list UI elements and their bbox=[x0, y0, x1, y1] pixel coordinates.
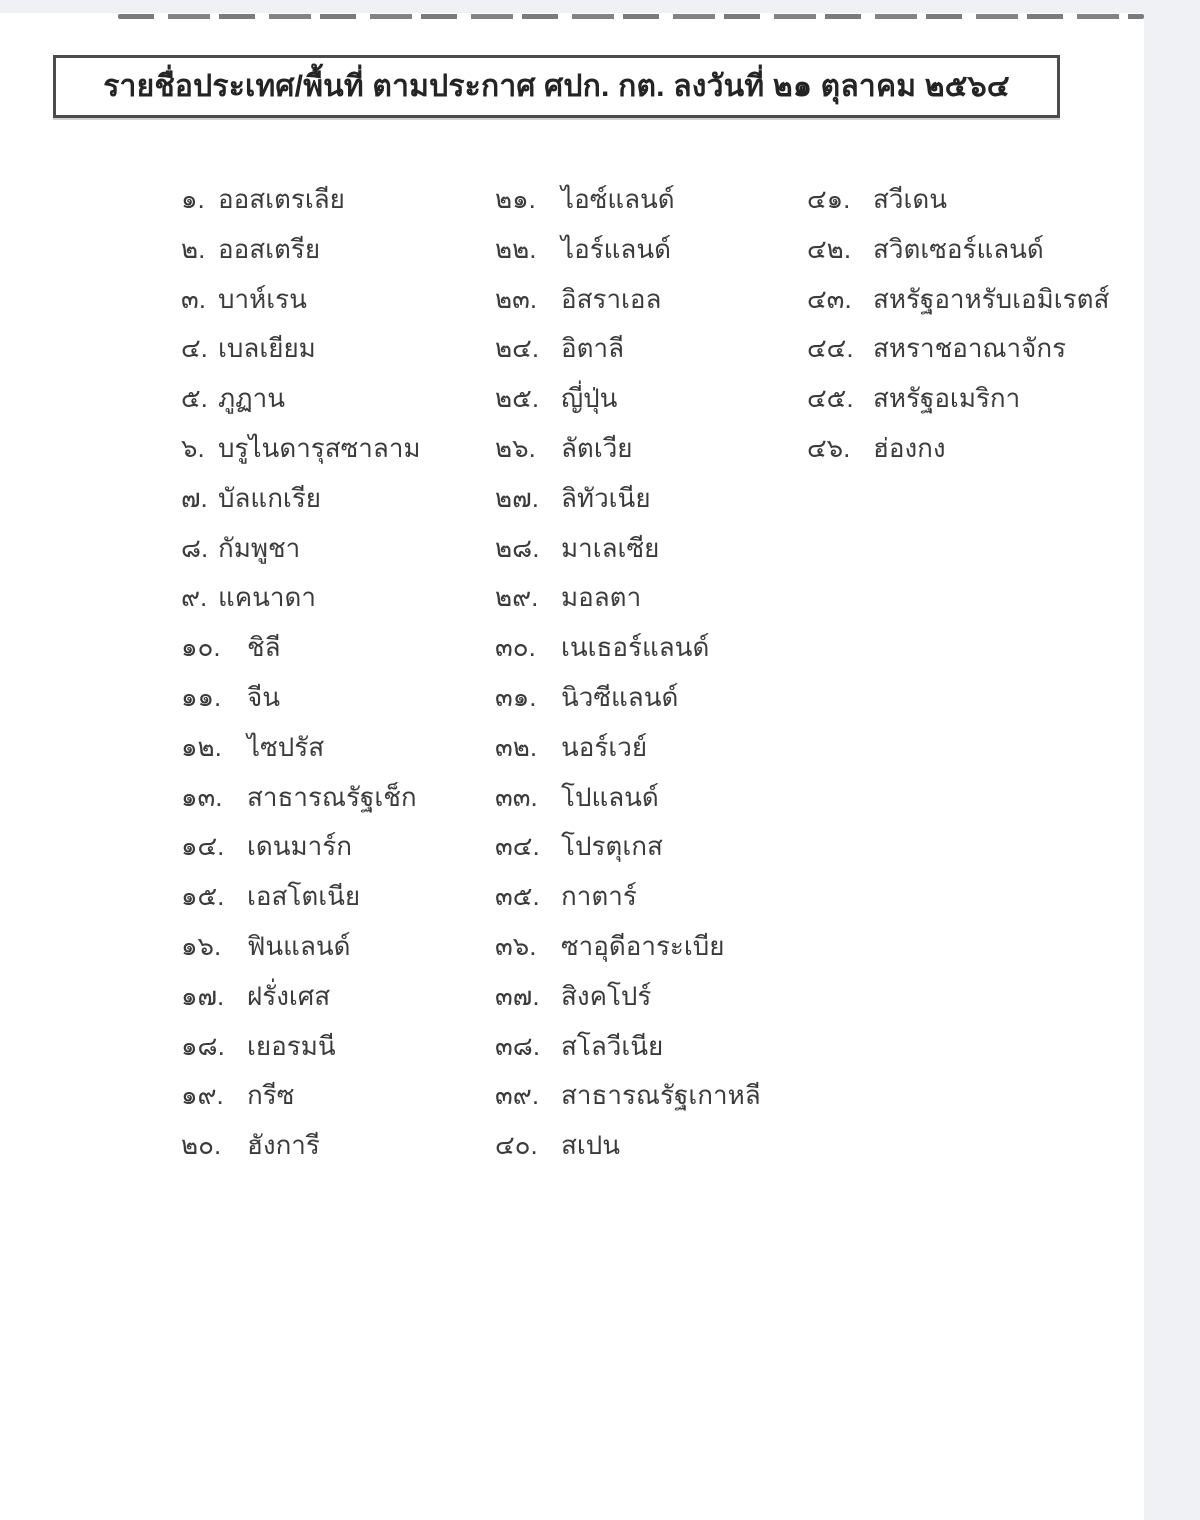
list-item bbox=[181, 324, 421, 374]
item-name: ฟินแลนด์ bbox=[247, 930, 351, 961]
item-number: ๔๐. bbox=[495, 1130, 538, 1161]
list-item bbox=[807, 374, 1109, 424]
item-name: สวิตเซอร์แลนด์ bbox=[873, 233, 1044, 264]
item-number: ๓๖. bbox=[495, 930, 537, 961]
list-item bbox=[495, 972, 761, 1022]
item-number: ๕. bbox=[181, 383, 208, 414]
item-number: ๑๑. bbox=[181, 681, 222, 712]
item-number: ๔๒. bbox=[807, 233, 852, 264]
list-item bbox=[495, 723, 761, 773]
item-name: ฝรั่งเศส bbox=[247, 980, 331, 1011]
list-column-1 bbox=[181, 175, 421, 1171]
item-name: สาธารณรัฐเช็ก bbox=[247, 781, 417, 812]
list-item bbox=[181, 972, 421, 1022]
list-item bbox=[495, 424, 761, 474]
scan-edge-top bbox=[0, 0, 1200, 13]
item-number: ๓๐. bbox=[495, 632, 536, 663]
item-name: อิตาลี bbox=[561, 333, 625, 364]
item-number: ๓๑. bbox=[495, 681, 537, 712]
item-name: บัลแกเรีย bbox=[218, 482, 322, 513]
scan-artifact-line bbox=[118, 14, 1144, 19]
item-name: ไอซ์แลนด์ bbox=[561, 184, 675, 214]
item-number: ๔๕. bbox=[807, 383, 854, 414]
list-item bbox=[807, 424, 1109, 474]
list-item bbox=[181, 225, 421, 275]
item-name: โปแลนด์ bbox=[561, 781, 659, 812]
item-name: ภูฏาน bbox=[218, 383, 285, 414]
list-item bbox=[495, 474, 761, 524]
list-item bbox=[181, 723, 421, 773]
item-number: ๑๐. bbox=[181, 632, 221, 663]
item-name: สิงคโปร์ bbox=[561, 980, 652, 1011]
list-item bbox=[807, 175, 1109, 225]
item-number: ๔๑. bbox=[807, 184, 851, 214]
list-item bbox=[181, 1071, 421, 1121]
list-item bbox=[181, 275, 421, 325]
list-item bbox=[181, 573, 421, 623]
item-number: ๒๙. bbox=[495, 582, 539, 613]
item-name: บาห์เรน bbox=[218, 283, 307, 314]
list-item bbox=[181, 1121, 421, 1171]
list-item bbox=[495, 225, 761, 275]
item-name: ญี่ปุ่น bbox=[561, 383, 618, 414]
item-number: ๓๙. bbox=[495, 1080, 540, 1111]
item-name: เดนมาร์ก bbox=[247, 831, 352, 862]
item-name: นอร์เวย์ bbox=[561, 731, 648, 762]
item-number: ๒๖. bbox=[495, 432, 536, 463]
list-item bbox=[495, 922, 761, 972]
item-number: ๑๖. bbox=[181, 930, 222, 961]
item-number: ๙. bbox=[181, 582, 208, 613]
item-number: ๓๓. bbox=[495, 781, 538, 812]
list-item bbox=[495, 175, 761, 225]
list-item bbox=[807, 275, 1109, 325]
list-item bbox=[495, 673, 761, 723]
list-item bbox=[495, 872, 761, 922]
item-name: สหรัฐอเมริกา bbox=[873, 383, 1021, 414]
item-name: โปรตุเกส bbox=[561, 831, 663, 862]
item-name: ฮังการี bbox=[247, 1130, 320, 1161]
list-item bbox=[181, 773, 421, 823]
item-number: ๓๔. bbox=[495, 831, 540, 862]
list-item bbox=[495, 524, 761, 574]
item-name: จีน bbox=[247, 681, 281, 712]
item-number: ๑๔. bbox=[181, 831, 225, 862]
item-number: ๑๒. bbox=[181, 731, 222, 762]
item-name: สหราชอาณาจักร bbox=[873, 333, 1067, 364]
item-name: นิวซีแลนด์ bbox=[561, 681, 679, 712]
item-name: ไซปรัส bbox=[247, 731, 325, 762]
list-item bbox=[181, 1022, 421, 1072]
item-name: ลัตเวีย bbox=[561, 432, 633, 463]
item-number: ๔๖. bbox=[807, 432, 851, 463]
item-name: เอสโตเนีย bbox=[247, 881, 361, 912]
item-number: ๑๙. bbox=[181, 1080, 224, 1111]
item-number: ๘. bbox=[181, 532, 209, 563]
item-name: มาเลเซีย bbox=[561, 532, 660, 563]
item-name: เนเธอร์แลนด์ bbox=[561, 632, 710, 663]
item-name: มอลตา bbox=[561, 582, 642, 613]
list-item bbox=[181, 623, 421, 673]
country-list bbox=[0, 175, 1200, 1275]
item-number: ๒. bbox=[181, 233, 206, 264]
item-name: กรีซ bbox=[247, 1080, 295, 1111]
item-name: ออสเตรีย bbox=[218, 233, 321, 264]
item-number: ๒๑. bbox=[495, 184, 536, 214]
item-number: ๒๐. bbox=[181, 1130, 222, 1161]
item-name: สโลวีเนีย bbox=[561, 1030, 664, 1061]
item-number: ๑๗. bbox=[181, 980, 225, 1011]
list-item bbox=[807, 324, 1109, 374]
item-name: สหรัฐอาหรับเอมิเรตส์ bbox=[873, 283, 1110, 314]
list-item bbox=[495, 1121, 761, 1171]
item-name: ออสเตรเลีย bbox=[218, 184, 345, 214]
title-box bbox=[53, 55, 1060, 118]
item-number: ๓. bbox=[181, 283, 206, 314]
list-item bbox=[181, 872, 421, 922]
list-item bbox=[495, 623, 761, 673]
item-name: ฮ่องกง bbox=[873, 432, 946, 463]
item-number: ๒๘. bbox=[495, 532, 540, 563]
list-item bbox=[495, 573, 761, 623]
item-number: ๒๒. bbox=[495, 233, 537, 264]
list-item bbox=[181, 922, 421, 972]
item-name: กาตาร์ bbox=[561, 881, 637, 912]
item-name: อิสราเอล bbox=[561, 283, 662, 314]
item-number: ๓๕. bbox=[495, 881, 540, 912]
item-name: เยอรมนี bbox=[247, 1030, 336, 1061]
item-name: ไอร์แลนด์ bbox=[561, 233, 672, 264]
item-number: ๒๕. bbox=[495, 383, 540, 414]
list-item bbox=[495, 773, 761, 823]
list-item bbox=[181, 175, 421, 225]
item-name: ลิทัวเนีย bbox=[561, 482, 651, 513]
item-number: ๔๔. bbox=[807, 333, 854, 364]
item-number: ๑๕. bbox=[181, 881, 225, 912]
item-name: กัมพูชา bbox=[218, 532, 301, 563]
item-name: ชิลี bbox=[247, 632, 281, 663]
list-item bbox=[495, 374, 761, 424]
list-item bbox=[181, 673, 421, 723]
list-item bbox=[181, 424, 421, 474]
list-item bbox=[495, 822, 761, 872]
list-item bbox=[181, 524, 421, 574]
item-number: ๑๓. bbox=[181, 781, 223, 812]
item-number: ๓๘. bbox=[495, 1030, 541, 1061]
item-number: ๑. bbox=[181, 184, 205, 214]
list-item bbox=[181, 474, 421, 524]
item-name: เบลเยียม bbox=[218, 333, 316, 364]
list-item bbox=[495, 1022, 761, 1072]
item-number: ๗. bbox=[181, 482, 208, 513]
list-column-2 bbox=[495, 175, 761, 1171]
item-number: ๔. bbox=[181, 333, 208, 364]
item-number: ๖. bbox=[181, 432, 205, 463]
list-item bbox=[181, 822, 421, 872]
item-name: สเปน bbox=[561, 1130, 621, 1161]
item-number: ๓๗. bbox=[495, 980, 540, 1011]
item-number: ๔๓. bbox=[807, 283, 852, 314]
item-number: ๒๔. bbox=[495, 333, 540, 364]
list-item bbox=[181, 374, 421, 424]
item-name: บรูไนดารุสซาลาม bbox=[218, 432, 421, 463]
item-number: ๒๓. bbox=[495, 283, 538, 314]
list-item bbox=[807, 225, 1109, 275]
item-name: สวีเดน bbox=[873, 184, 948, 214]
list-item bbox=[495, 1071, 761, 1121]
list-item bbox=[495, 324, 761, 374]
item-number: ๒๗. bbox=[495, 482, 539, 513]
list-column-3 bbox=[807, 175, 1109, 474]
page-title: รายชื่อประเทศ/พื้นที่ ตามประกาศ ศปก. กต. ลงวันที่ ๒๑ ตุลาคม ๒๕๖๔ bbox=[103, 70, 1010, 103]
item-name: ซาอุดีอาระเบีย bbox=[561, 930, 725, 961]
item-name: สาธารณรัฐเกาหลี bbox=[561, 1080, 761, 1111]
item-number: ๓๒. bbox=[495, 731, 538, 762]
list-item bbox=[495, 275, 761, 325]
item-name: แคนาดา bbox=[218, 582, 317, 613]
item-number: ๑๘. bbox=[181, 1030, 225, 1061]
